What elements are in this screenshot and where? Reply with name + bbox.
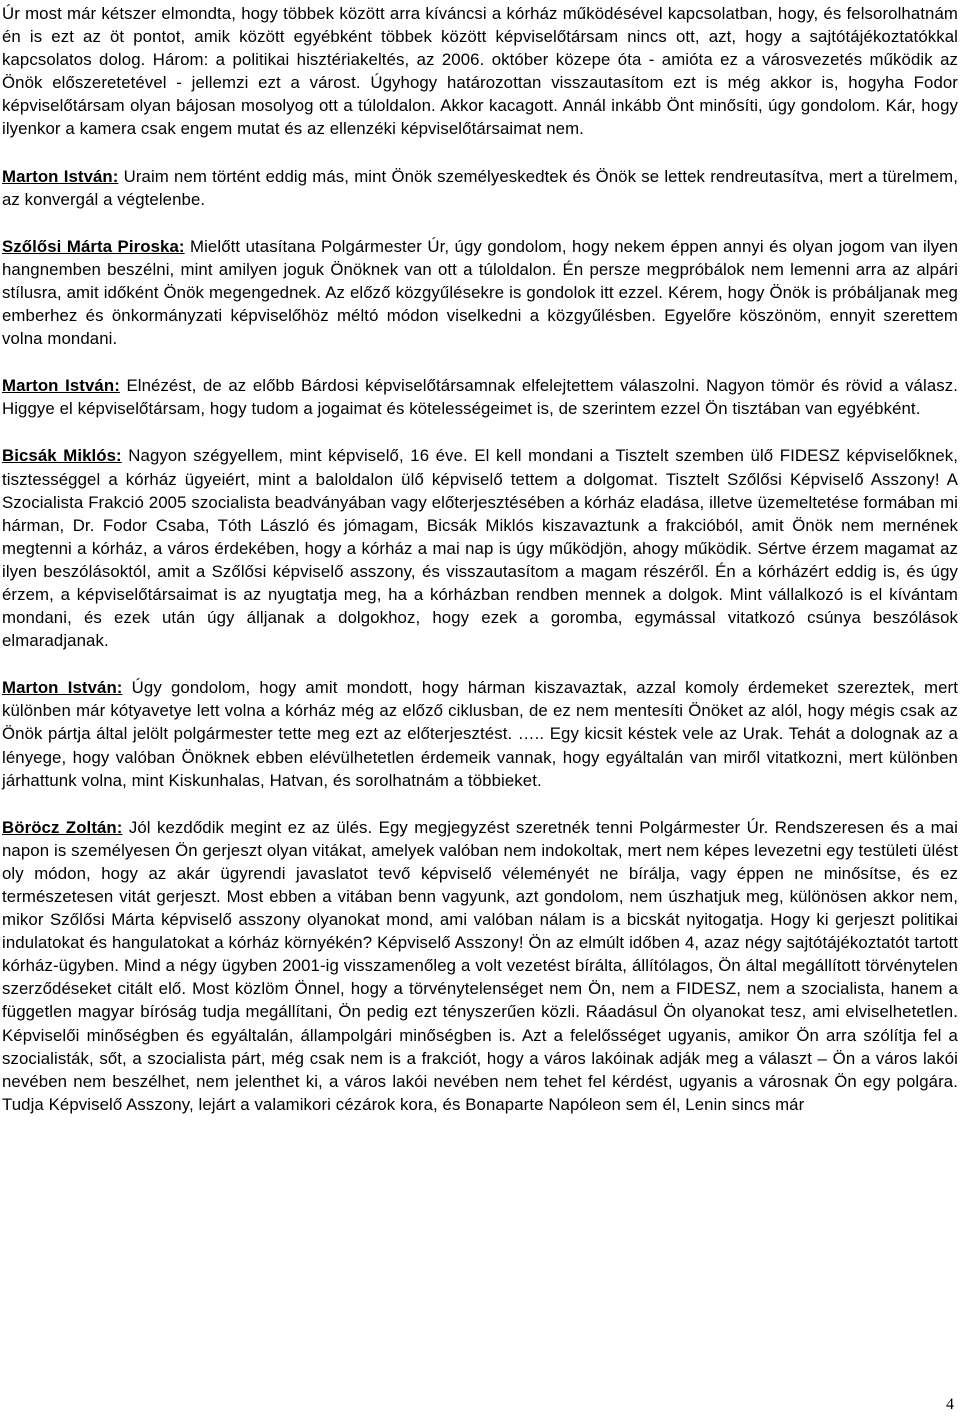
paragraph-4 [2, 374, 958, 420]
paragraph-text: Úr most már kétszer elmondta, hogy többek között arra kíváncsi a kórház működésével kapcsolatban, hogy, és felsorolhatnám én is ezt az öt pontot, amik között egyébként többek között képviselőtársam nincs ott, azt, hogy a sajtótájékoztatókkal kapcsolatos dolog. Három: a politikai hisztériakeltés, az 2006. október közepe óta - amióta ez a városvezetés működik az Önök előszeretetével - jellemzi ezt a várost. Úgyhogy határozottan visszautasítom ezt is még akkor is, hogyha Fodor képviselőtársam olyan bájosan mosolyog ott a túloldalon. Akkor kacagott. Annál inkább Önt minősíti, úgy gondolom. Kár, hogy ilyenkor a kamera csak engem mutat és az ellenzéki képviselőtársaimat nem. [2, 4, 958, 139]
paragraph-text: Jól kezdődik megint ez az ülés. Egy megjegyzést szeretnék tenni Polgármester Úr. Rendszeresen és a mai napon is személyesen Ön gerjeszt olyan vitákat, amelyek valóban nem indokoltak, mert nem képes levezetni egy testületi ülést oly módon, hogy az akár ügyrendi javaslatot tevő képviselő véleményét ne bírálja, vagy éppen ne minősítse, és ez természetesen vitát gerjeszt. Most ebben a vitában benn vagyunk, azt gondolom, nem úszhatjuk meg, különösen akkor nem, mikor Szőlősi Márta képviselő asszony olyanokat mond, ami valóban nálam is a bicskát nyitogatja. Hogy ki gerjeszt politikai indulatokat és hangulatokat a kórház környékén? Képviselő Asszony! Ön az elmúlt időben 4, azaz négy sajtótájékoztatót tartott kórház-ügyben. Mind a négy ügyben 2001-ig visszamenőleg a volt vezetést bírálta, állítólagos, Ön által megállított törvénytelen szerződéseket citált elő. Most közlöm Önnel, hogy a törvénytelenséget nem Ön, nem a FIDESZ, nem a szocialista, hanem a független magyar bíróság tudja megállítani, Ön pedig ezt tényszerűen közli. Ráadásul Ön olyanokat tesz, ami elviselhetetlen. Képviselői minőségben és egyáltalán, állampolgári minőségben is. Azt a felelősséget ugyanis, amikor Ön arra szólítja fel a szocialisták, sőt, a szocialista párt, még csak nem is a frakciót, hogy a város lakóinak adják meg a választ – Ön a város lakói nevében nem beszélhet, nem jelenthet ki, a város lakói nevében nem tehet fel kérdést, ugyanis a városnak Ön egy polgára. Tudja Képviselő Asszony, lejárt a valamikori cézárok kora, és Bonaparte Napóleon sem él, Lenin sincs már [2, 817, 958, 1114]
speaker-name: Böröcz Zoltán: [2, 817, 123, 837]
speaker-name: Szőlősi Márta Piroska: [2, 236, 185, 256]
paragraph-text: Uraim nem történt eddig más, mint Önök személyeskedtek és Önök se lettek rendreutasítva, mert a türelmem, az konvergál a végtelenbe. [2, 166, 958, 209]
paragraph-3 [2, 235, 958, 350]
speaker-name: Marton István: [2, 678, 123, 698]
paragraph-1 [2, 2, 958, 141]
paragraph-text: Mielőtt utasítana Polgármester Úr, úgy gondolom, hogy nekem éppen annyi és olyan jogom van ilyen hangnemben beszélni, mint amilyen joguk Önöknek van ott a túloldalon. Én persze megpróbálok nem lemenni arra az alpári stílusra, amit időként Önök megengednek. Az előző közgyűlésekre is gondolok itt ezzel. Kérem, hogy Önök is próbáljanak meg emberhez és önkormányzati képviselőhöz méltó módon viselkedni a közgyűlésben. Egyelőre köszönöm, ennyit szerettem volna mondani. [2, 236, 958, 349]
speaker-name: Bicsák Miklós: [2, 446, 122, 466]
paragraph-2 [2, 165, 958, 211]
speaker-name: Marton István: [2, 376, 120, 396]
paragraph-5 [2, 444, 958, 652]
document-page [2, 0, 958, 1140]
page-number: 4 [946, 1396, 954, 1413]
speaker-name: Marton István: [2, 166, 119, 186]
paragraph-text: Elnézést, de az előbb Bárdosi képviselőtársamnak elfelejtettem válaszolni. Nagyon tömör és rövid a válasz. Higgye el képviselőtársam, hogy tudom a jogaimat és kötelességeimet is, de szerintem ezzel Ön tisztában van egyébként. [2, 376, 958, 419]
paragraph-text: Úgy gondolom, hogy amit mondott, hogy hárman kiszavaztak, azzal komoly érdemeket szereztek, mert különben már kótyavetye lett volna a kórház még az előző ciklusban, de ez nem mentesíti Önöket az alól, hogy mégis csak az Önök pártja által jelölt polgármester tette meg ezt az előterjesztést. ….. Egy kicsit késtek vele az Urak. Tehát a dolognak az a lényege, hogy valóban Önöknek ebben elévülhetetlen érdemeik vannak, hogy egyáltalán van miről vitatkozni, mert különben járhattunk volna, mint Kiskunhalas, Hatvan, és sorolhatnám a többieket. [2, 678, 958, 790]
paragraph-text: Nagyon szégyellem, mint képviselő, 16 éve. El kell mondani a Tisztelt szemben ülő FIDESZ képviselőknek, tisztességgel a kórház ügyeiért, mint a baloldalon ülő képviselő tettem a dolgomat. Tisztelt Szőlősi Képviselő Asszony! A Szocialista Frakció 2005 szocialista beadványában vagy előterjesztésében a kórház eladása, illetve üzemeltetése formában mi hárman, Dr. Fodor Csaba, Tóth László és jómagam, Bicsák Miklós kiszavaztunk a frakcióból, amit Önök nem mernének megtenni a kórház, a város érdekében, hogy a kórház a mai nap is úgy működjön, ahogy működik. Sértve érzem magamat az ilyen beszólásoktól, amit a Szőlősi képviselő asszony, és visszautasítom a magam részéről. Én a kórházért eddig is, és úgy érzem, a képviselőtársaimat is az nyugtatja meg, ha a kórházban rendben mennek a dolgok. Mint vállalkozó is el kívántam mondani, és ezek után úgy álljanak a dolgokhoz, hogy ezek a goromba, egymással vitatkozó csúnya beszólások elmaradjanak. [2, 446, 959, 651]
paragraph-7 [2, 816, 958, 1116]
paragraph-6 [2, 676, 958, 791]
